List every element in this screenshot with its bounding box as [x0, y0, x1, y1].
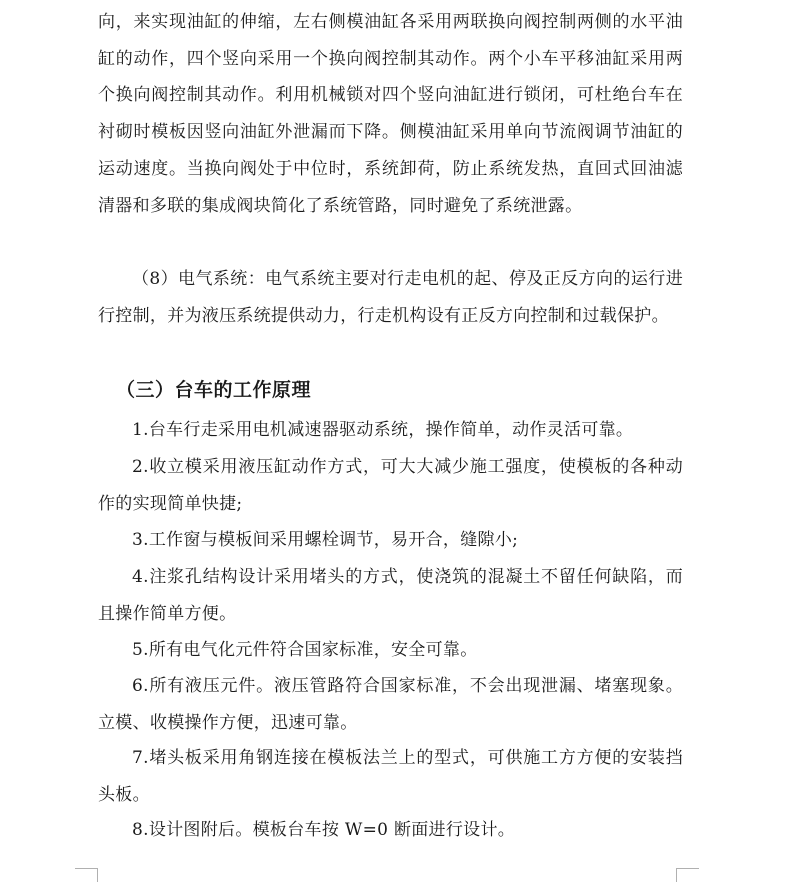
list-item-8: 8.设计图附后。模板台车按 W=0 断面进行设计。 [132, 820, 516, 840]
list-item-3: 3.工作窗与模板间采用螺栓调节，易开合，缝隙小; [132, 530, 519, 550]
page-corner-mark-left [75, 868, 98, 882]
page-corner-mark-right [676, 868, 699, 882]
list-item-5: 5.所有电气化元件符合国家标准，安全可靠。 [132, 640, 478, 660]
hydraulic-system-paragraph: 向，来实现油缸的伸缩，左右侧模油缸各采用两联换向阀控制两侧的水平油缸的动作，四个竖向采用一个换向阀控制其动作。两个小车平移油缸采用两个换向阀控制其动作。利用机械锁对四个竖向油缸进行锁闭，可杜绝台车在衬砌时模板因竖向油缸外泄漏而下降。侧模油缸采用单向节流阀调节油缸的运动速度。当换向阀处于中位时，系统卸荷，防止系统发热，直回式回油滤清器和多联的集成阀块简化了系统管路，同时避免了系统泄露。 [98, 12, 683, 216]
electrical-system-paragraph: （8）电气系统：电气系统主要对行走电机的起、停及正反方向的运行进行控制，并为液压系统提供动力，行走机构设有正反方向控制和过载保护。 [98, 269, 683, 326]
list-item-2: 2.收立模采用液压缸动作方式，可大大减少施工强度，使模板的各种动作的实现简单快捷; [98, 457, 683, 514]
list-item-7: 7.堵头板采用角钢连接在模板法兰上的型式，可供施工方方便的安装挡头板。 [98, 748, 683, 805]
list-item-6: 6.所有液压元件。液压管路符合国家标准，不会出现泄漏、堵塞现象。立模、收模操作方便，迅速可靠。 [98, 676, 683, 733]
list-item-4: 4.注浆孔结构设计采用堵头的方式，使浇筑的混凝土不留任何缺陷，而且操作简单方便。 [98, 567, 683, 624]
list-item-1: 1.台车行走采用电机减速器驱动系统，操作简单，动作灵活可靠。 [132, 420, 634, 440]
section-heading: （三）台车的工作原理 [116, 379, 312, 401]
